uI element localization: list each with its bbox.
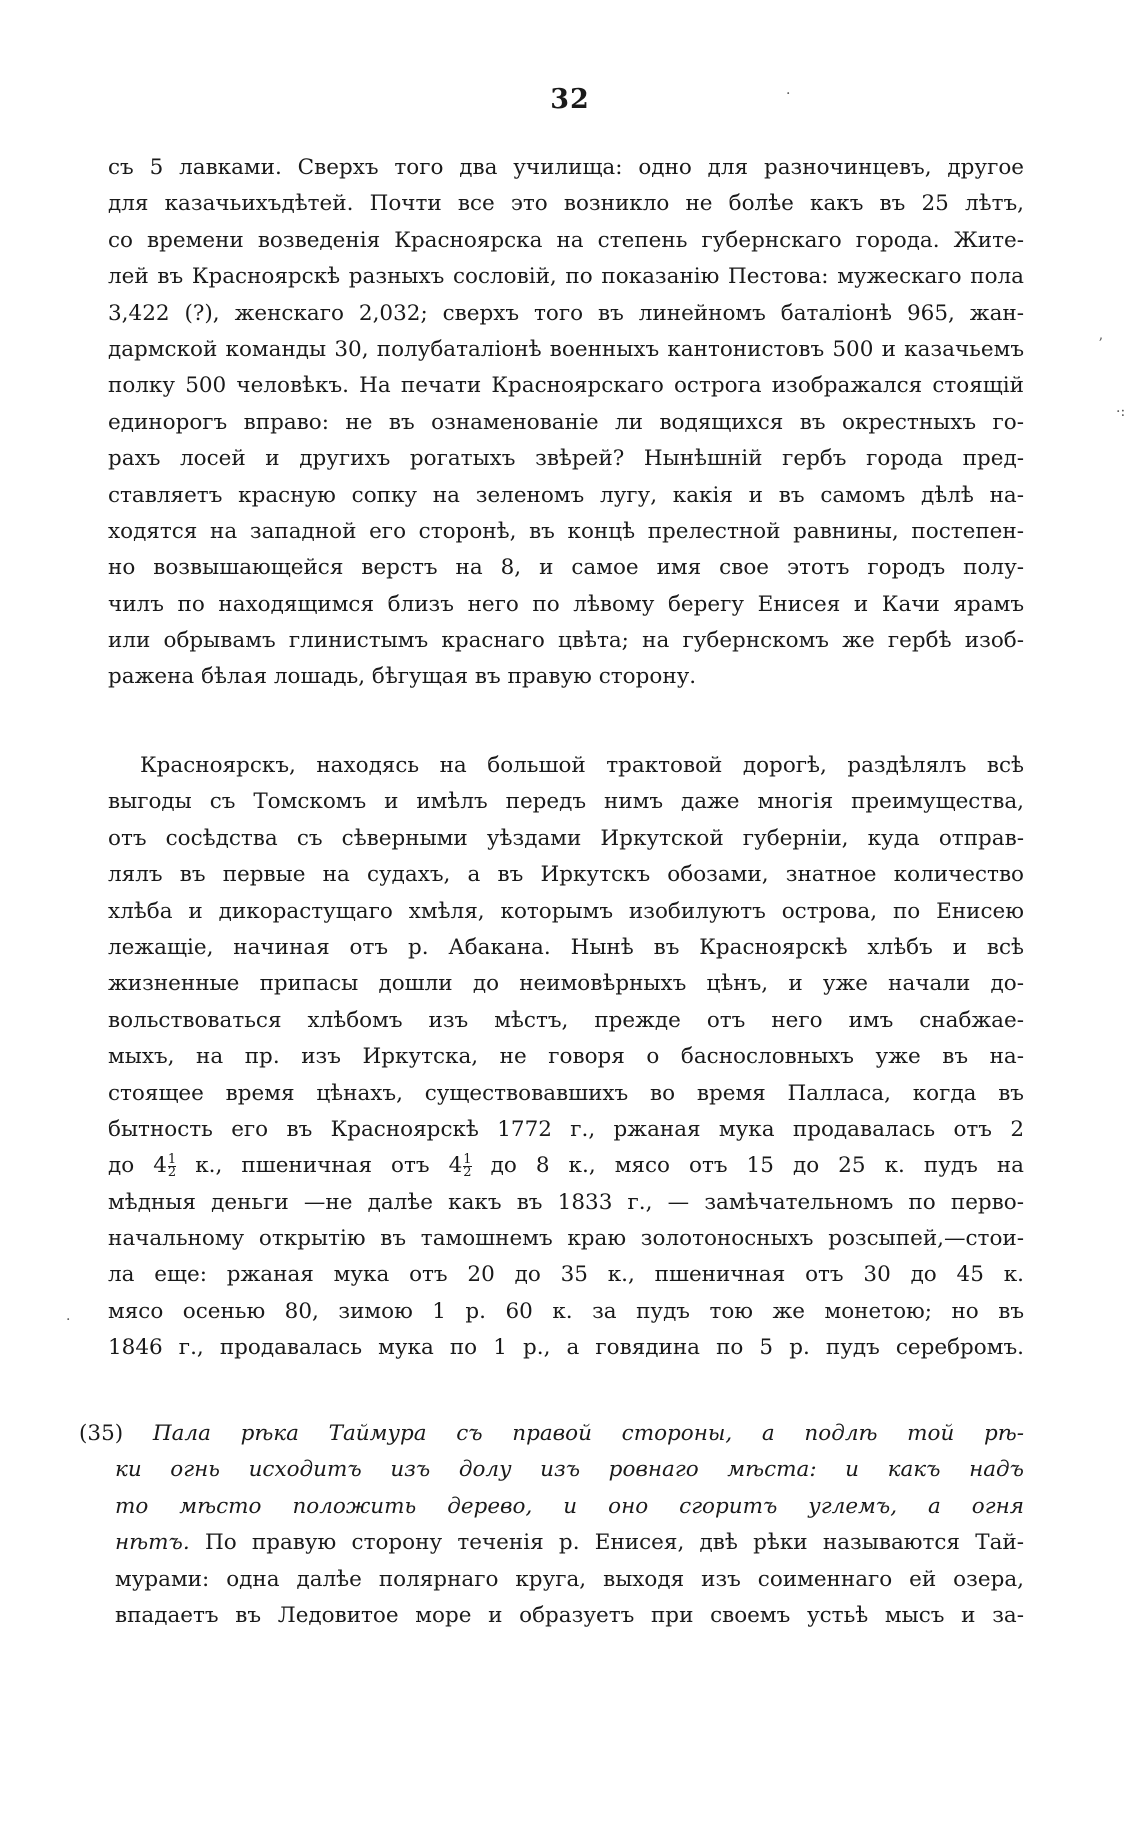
fraction-denominator: 2	[167, 1164, 177, 1180]
note-line: ки огнь исходитъ изъ долу изъ ровнаго мѣста: и какъ надъ	[115, 1457, 1024, 1483]
text-segment: к., пшеничная отъ 4	[176, 1153, 463, 1179]
text-segment: до 4	[108, 1153, 167, 1179]
note-line: то мѣсто положить дерево, и оно сгоритъ углемъ, а огня	[115, 1493, 1024, 1519]
text-line: со времени возведенія Красноярска на степень губернскаго города. Жите-	[108, 227, 1024, 253]
text-line: но возвышающейся верстъ на 8, и самое имя свое этотъ городъ полу-	[108, 555, 1024, 581]
text-line: для казачьихъдѣтей. Почти все это возникло не болѣе какъ въ 25 лѣтъ,	[108, 191, 1024, 217]
text-line: лежащіе, начиная отъ р. Абакана. Нынѣ въ Красноярскѣ хлѣбъ и всѣ	[108, 934, 1024, 960]
text-line: лялъ въ первые на судахъ, а въ Иркутскъ обозами, знатное количество	[108, 862, 1024, 888]
text-line: ла еще: ржаная мука отъ 20 до 35 к., пшеничная отъ 30 до 45 к.	[108, 1262, 1024, 1288]
text-line: полку 500 человѣкъ. На печати Красноярскаго острога изображался стоящій	[108, 373, 1024, 399]
text-line: рахъ лосей и другихъ рогатыхъ звѣрей? Нынѣшній гербъ города пред-	[108, 446, 1024, 472]
text-line: мыхъ, на пр. изъ Иркутска, не говоря о баснословныхъ уже въ на-	[108, 1044, 1024, 1070]
text-line: вольствоваться хлѣбомъ изъ мѣстъ, прежде отъ него имъ снабжае-	[108, 1007, 1024, 1033]
note-line: впадаетъ въ Ледовитое море и образуетъ при своемъ устьѣ мысъ и за-	[115, 1602, 1024, 1628]
text-line: дармской команды 30, полубаталіонѣ военныхъ кантонистовъ 500 и казачьемъ	[108, 336, 1024, 362]
note-35	[79, 1416, 1024, 1634]
fraction-numerator: 1	[167, 1151, 177, 1167]
text-line: стоящее время цѣнахъ, существовавшихъ во время Палласа, когда въ	[108, 1080, 1024, 1106]
paragraph-1	[108, 150, 1024, 696]
fraction-numerator: 1	[463, 1151, 472, 1167]
text-line: бытность его въ Красноярскѣ 1772 г., ржаная мука продавалась отъ 2	[108, 1116, 1024, 1142]
fraction-denominator: 2	[463, 1164, 472, 1180]
margin-dot-left: ·	[66, 1312, 71, 1328]
text-line: ставляетъ красную сопку на зеленомъ лугу, какія и въ самомъ дѣлѣ на-	[108, 482, 1024, 508]
margin-tick-right: ʼ	[1098, 336, 1103, 352]
text-line: съ 5 лавками. Сверхъ того два училища: одно для разночинцевъ, другое	[108, 155, 1024, 180]
paragraph-2	[108, 748, 1024, 1367]
text-line: 3,422 (?), женскаго 2,032; сверхъ того въ линейномъ баталіонѣ 965, жан-	[108, 300, 1024, 326]
text-line: лей въ Красноярскѣ разныхъ сословій, по показанію Пестова: мужескаго пола	[108, 264, 1024, 290]
page-number: 32	[550, 84, 590, 115]
text-line: отъ сосѣдства съ сѣверными уѣздами Иркутской губерніи, куда отправ-	[108, 825, 1024, 851]
text-line: мясо осенью 80, зимою 1 р. 60 к. за пудъ тою же монетою; но въ	[108, 1298, 1024, 1324]
note-quote: Пала рѣка Таймура съ правой стороны, а подлѣ той рѣ-	[152, 1421, 1024, 1446]
text-line: мѣдныя деньги —не далѣе какъ въ 1833 г., — замѣчательномъ по перво-	[108, 1189, 1024, 1215]
text-line-fractions	[108, 1148, 1024, 1184]
note-line	[79, 1525, 1024, 1561]
note-line	[79, 1416, 1024, 1452]
text-line: жизненные припасы дошли до неимовѣрныхъ цѣнъ, и уже начали до-	[108, 971, 1024, 997]
note-quote: нѣтъ.	[115, 1530, 190, 1556]
text-line: Красноярскъ, находясь на большой трактовой дорогѣ, раздѣлялъ всѣ	[140, 753, 1024, 778]
margin-dots-right: ·:	[1116, 404, 1126, 420]
text-line: хлѣба и дикорастущаго хмѣля, которымъ изобилуютъ острова, по Енисею	[108, 898, 1024, 924]
text-line: чилъ по находящимся близъ него по лѣвому берегу Енисея и Качи ярамъ	[108, 591, 1024, 617]
text-segment: до 8 к., мясо отъ 15 до 25 к. пудъ на	[471, 1153, 1024, 1179]
text-line: ражена бѣлая лошадь, бѣгущая въ правую сторону.	[108, 664, 697, 690]
text-line: ходятся на западной его сторонѣ, въ концѣ прелестной равнины, постепен-	[108, 518, 1024, 544]
note-line: мурами: одна далѣе полярнаго круга, выходя изъ соименнаго ей озера,	[115, 1566, 1024, 1592]
text-line: выгоды съ Томскомъ и имѣлъ передъ нимъ даже многія преимущества,	[108, 789, 1024, 815]
text-segment: По правую сторону теченія р. Енисея, двѣ рѣки называются Тай-	[189, 1530, 1024, 1556]
fraction-one-half	[463, 1151, 472, 1180]
text-line: или обрывамъ глинистымъ краснаго цвѣта; на губернскомъ же гербѣ изоб-	[108, 628, 1024, 654]
note-marker: (35)	[79, 1421, 124, 1446]
text-line: единорогъ вправо: не въ ознаменованіе ли водящихся въ окрестныхъ го-	[108, 409, 1024, 435]
text-line: 1846 г., продавалась мука по 1 р., а говядина по 5 р. пудъ серебромъ.	[108, 1335, 1024, 1361]
fraction-one-half	[167, 1151, 177, 1180]
text-line: начальному открытію въ тамошнемъ краю золотоносныхъ розсыпей,—стои-	[108, 1226, 1024, 1252]
margin-dot-top: ·	[786, 86, 791, 102]
